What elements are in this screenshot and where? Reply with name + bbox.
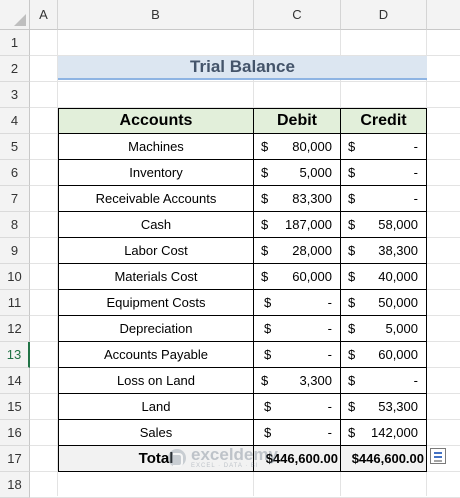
account-name: Cash	[140, 217, 172, 232]
credit-currency: $	[348, 139, 356, 154]
credit-cell[interactable]	[341, 212, 427, 238]
account-name-cell[interactable]	[58, 420, 254, 446]
header-accounts[interactable]: Accounts	[58, 108, 254, 134]
table-row	[58, 420, 427, 446]
account-name: Materials Cost	[114, 269, 198, 284]
row-header-12[interactable]: 12	[0, 316, 30, 342]
table-row	[58, 186, 427, 212]
column-header-a[interactable]: A	[30, 0, 58, 30]
credit-amount: -	[413, 373, 418, 388]
debit-cell[interactable]	[254, 368, 341, 394]
table-header-row	[58, 108, 427, 134]
debit-amount: -	[327, 321, 332, 336]
credit-amount: 38,300	[378, 243, 418, 258]
debit-amount: 60,000	[292, 269, 332, 284]
credit-currency: $	[348, 191, 356, 206]
account-name-cell[interactable]	[58, 342, 254, 368]
account-name: Loss on Land	[116, 373, 196, 388]
column-header-b[interactable]: B	[58, 0, 254, 30]
credit-amount: -	[413, 165, 418, 180]
debit-currency: $	[261, 243, 269, 258]
account-name-cell[interactable]	[58, 316, 254, 342]
row-header-18[interactable]: 18	[0, 472, 30, 498]
account-name: Receivable Accounts	[95, 191, 217, 206]
column-header-blank	[427, 0, 460, 30]
debit-currency: $	[264, 295, 272, 310]
table-row	[58, 238, 427, 264]
table-row	[58, 290, 427, 316]
debit-amount: 3,300	[299, 373, 332, 388]
credit-currency: $	[348, 321, 356, 336]
account-name: Labor Cost	[124, 243, 188, 258]
debit-cell[interactable]	[254, 316, 341, 342]
debit-cell[interactable]	[254, 238, 341, 264]
account-name: Sales	[139, 425, 173, 440]
account-name: Machines	[128, 139, 184, 154]
row-header-10[interactable]: 10	[0, 264, 30, 290]
credit-cell[interactable]	[341, 134, 427, 160]
watermark-name: exceldemy	[191, 445, 278, 464]
credit-currency: $	[348, 243, 356, 258]
credit-amount: 60,000	[378, 347, 418, 362]
credit-amount: 40,000	[378, 269, 418, 284]
account-name-cell[interactable]	[58, 212, 254, 238]
table-row	[58, 342, 427, 368]
watermark-tagline: EXCEL · DATA · BI	[191, 463, 259, 469]
row-header-8[interactable]: 8	[0, 212, 30, 238]
account-name: Land	[141, 399, 171, 414]
account-name-cell[interactable]	[58, 134, 254, 160]
credit-amount: 142,000	[371, 425, 418, 440]
credit-amount: 5,000	[385, 321, 418, 336]
debit-currency: $	[264, 399, 272, 414]
account-name-cell[interactable]	[58, 394, 254, 420]
page-title: Trial Balance	[58, 56, 427, 80]
row-header-3[interactable]: 3	[0, 82, 30, 108]
table-row	[58, 134, 427, 160]
debit-currency: $	[264, 425, 272, 440]
header-debit[interactable]: Debit	[254, 108, 341, 134]
credit-cell[interactable]	[341, 420, 427, 446]
credit-currency: $	[348, 165, 356, 180]
select-all-corner[interactable]	[0, 0, 30, 30]
debit-cell[interactable]	[254, 134, 341, 160]
table-row	[58, 212, 427, 238]
gridline	[30, 81, 460, 82]
credit-cell[interactable]	[341, 186, 427, 212]
credit-currency: $	[348, 399, 356, 414]
debit-currency: $	[261, 191, 269, 206]
account-name-cell[interactable]	[58, 368, 254, 394]
total-label[interactable]: Total	[58, 446, 254, 472]
debit-currency: $	[261, 165, 269, 180]
credit-amount: -	[413, 139, 418, 154]
row-header-2[interactable]: 2	[0, 56, 30, 82]
watermark-logo	[168, 446, 278, 469]
total-debit-value: $446,600.00	[265, 451, 338, 466]
account-name-cell[interactable]	[58, 160, 254, 186]
debit-cell[interactable]	[254, 420, 341, 446]
row-header-5[interactable]: 5	[0, 134, 30, 160]
row-header-16[interactable]: 16	[0, 420, 30, 446]
debit-cell[interactable]	[254, 212, 341, 238]
credit-currency: $	[348, 217, 356, 232]
debit-currency: $	[261, 373, 269, 388]
total-credit[interactable]	[341, 446, 427, 472]
total-credit-value: $446,600.00	[351, 451, 424, 466]
account-name: Depreciation	[119, 321, 193, 336]
credit-currency: $	[348, 295, 356, 310]
credit-cell[interactable]	[341, 290, 427, 316]
debit-currency: $	[264, 347, 272, 362]
credit-currency: $	[348, 347, 356, 362]
row-header-9[interactable]: 9	[0, 238, 30, 264]
credit-cell[interactable]	[341, 160, 427, 186]
account-name: Accounts Payable	[103, 347, 209, 362]
credit-cell[interactable]	[341, 238, 427, 264]
debit-amount: 83,300	[292, 191, 332, 206]
logo-icon	[168, 449, 186, 467]
debit-cell[interactable]	[254, 264, 341, 290]
table-row	[58, 394, 427, 420]
debit-amount: -	[327, 347, 332, 362]
debit-amount: 5,000	[299, 165, 332, 180]
quick-analysis-icon[interactable]	[430, 448, 446, 464]
header-credit[interactable]: Credit	[341, 108, 427, 134]
debit-currency: $	[261, 269, 269, 284]
column-header-c[interactable]: C	[254, 0, 341, 30]
account-name-cell[interactable]	[58, 290, 254, 316]
row-header-4[interactable]: 4	[0, 108, 30, 134]
debit-cell[interactable]	[254, 342, 341, 368]
account-name-cell[interactable]	[58, 186, 254, 212]
credit-amount: 50,000	[378, 295, 418, 310]
debit-currency: $	[264, 321, 272, 336]
table-row	[58, 368, 427, 394]
debit-cell[interactable]	[254, 160, 341, 186]
debit-amount: 80,000	[292, 139, 332, 154]
debit-cell[interactable]	[254, 186, 341, 212]
row-header-14[interactable]: 14	[0, 368, 30, 394]
credit-cell[interactable]	[341, 316, 427, 342]
credit-cell[interactable]	[341, 368, 427, 394]
credit-amount: 53,300	[378, 399, 418, 414]
account-name-cell[interactable]	[58, 238, 254, 264]
credit-amount: -	[413, 191, 418, 206]
debit-cell[interactable]	[254, 394, 341, 420]
debit-currency: $	[261, 139, 269, 154]
credit-cell[interactable]	[341, 342, 427, 368]
table-row	[58, 160, 427, 186]
row-header-15[interactable]: 15	[0, 394, 30, 420]
debit-amount: 28,000	[292, 243, 332, 258]
debit-cell[interactable]	[254, 290, 341, 316]
credit-currency: $	[348, 425, 356, 440]
row-header-6[interactable]: 6	[0, 160, 30, 186]
account-name: Inventory	[129, 165, 183, 180]
row-header-7[interactable]: 7	[0, 186, 30, 212]
column-header-d[interactable]: D	[341, 0, 427, 30]
table-row	[58, 316, 427, 342]
debit-amount: -	[327, 425, 332, 440]
debit-amount: -	[327, 295, 332, 310]
credit-currency: $	[348, 269, 356, 284]
debit-amount: -	[327, 399, 332, 414]
credit-amount: 58,000	[378, 217, 418, 232]
debit-amount: 187,000	[285, 217, 332, 232]
debit-currency: $	[261, 217, 269, 232]
credit-cell[interactable]	[341, 394, 427, 420]
row-header-17[interactable]: 17	[0, 446, 30, 472]
table-row	[58, 264, 427, 290]
account-name-cell[interactable]	[58, 264, 254, 290]
credit-cell[interactable]	[341, 264, 427, 290]
credit-currency: $	[348, 373, 356, 388]
row-header-11[interactable]: 11	[0, 290, 30, 316]
row-header-13[interactable]: 13	[0, 342, 30, 368]
account-name: Equipment Costs	[106, 295, 206, 310]
row-header-1[interactable]: 1	[0, 30, 30, 56]
